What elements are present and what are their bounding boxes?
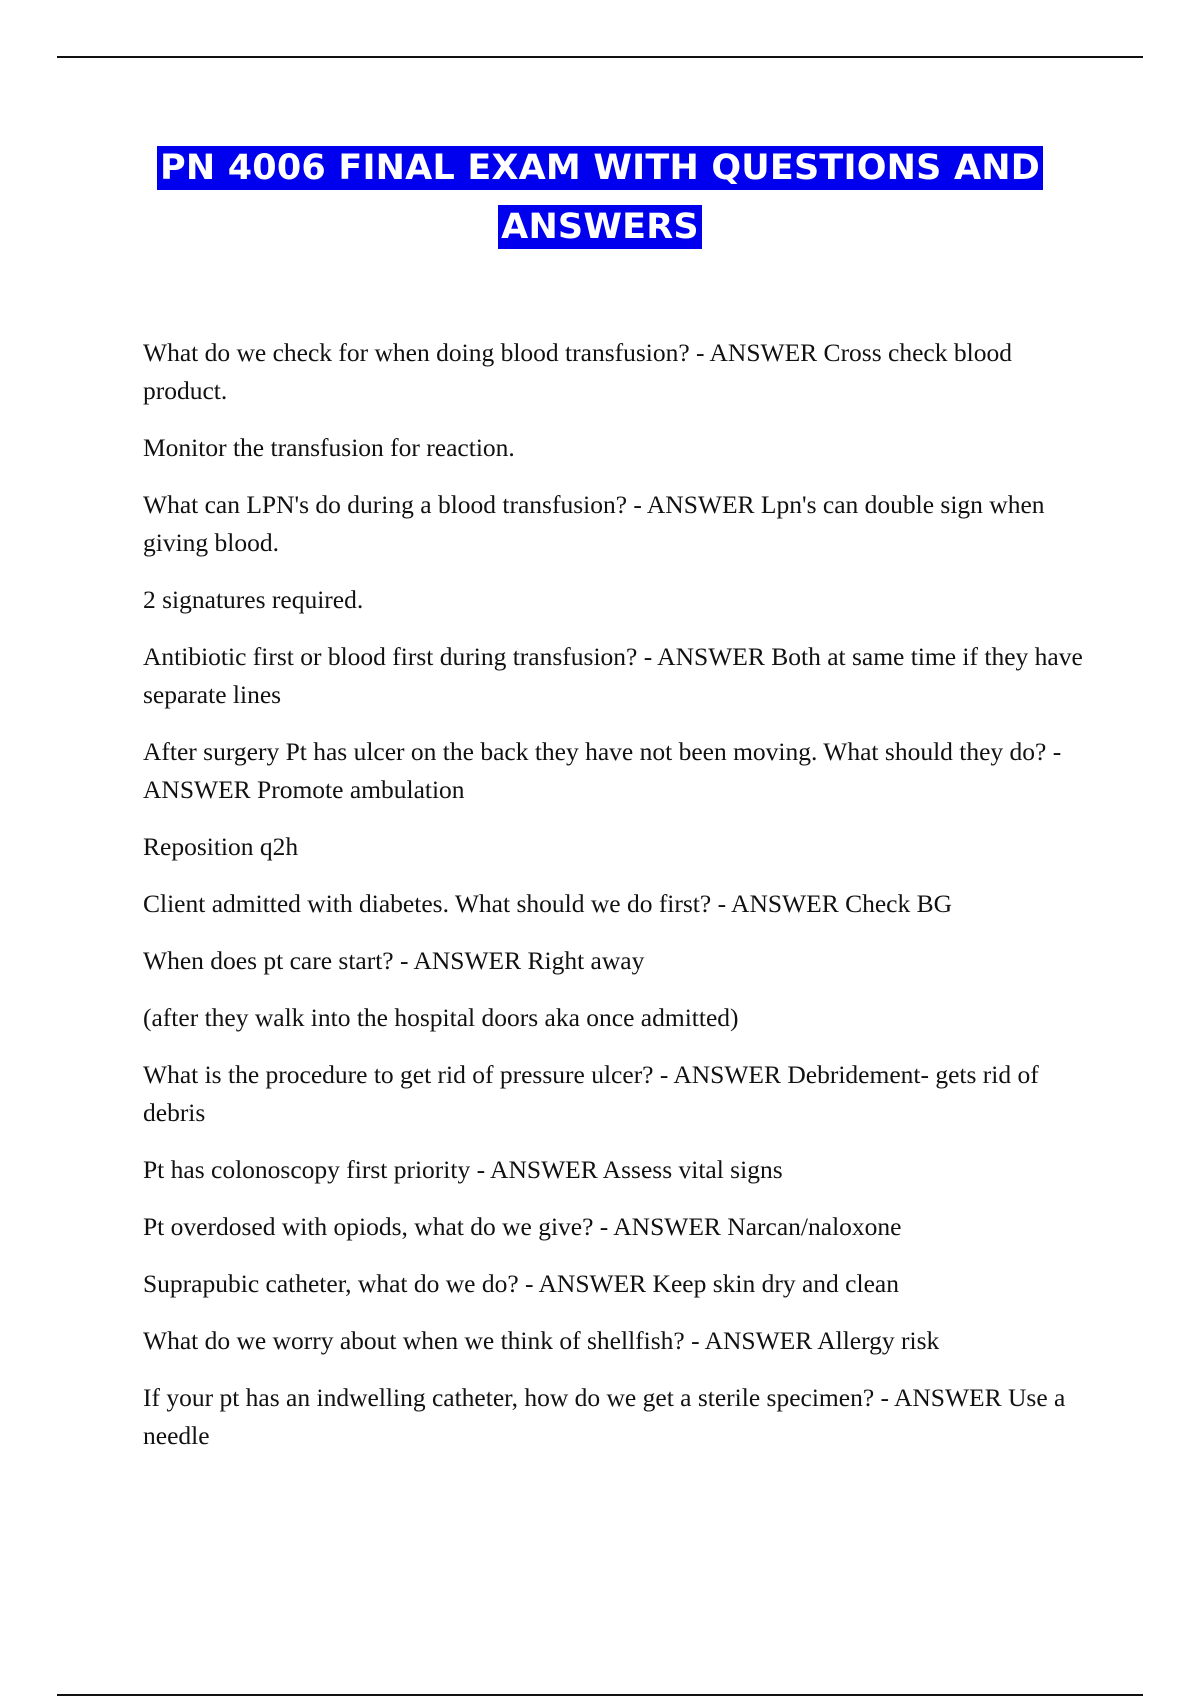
paragraph: What is the procedure to get rid of pressure ulcer? - ANSWER Debridement- gets rid of debris <box>143 1060 1039 1127</box>
paragraph: Pt has colonoscopy first priority - ANSWER Assess vital signs <box>143 1155 783 1184</box>
paragraph: Reposition q2h <box>143 832 299 861</box>
paragraph: What do we worry about when we think of shellfish? - ANSWER Allergy risk <box>143 1326 940 1355</box>
bottom-rule <box>57 1694 1143 1696</box>
document-title <box>140 139 1060 257</box>
paragraph: 2 signatures required. <box>143 585 364 614</box>
paragraph: Suprapubic catheter, what do we do? - ANSWER Keep skin dry and clean <box>143 1269 899 1298</box>
paragraph: Monitor the transfusion for reaction. <box>143 433 515 462</box>
top-rule <box>57 56 1143 58</box>
paragraph: When does pt care start? - ANSWER Right away <box>143 946 645 975</box>
paragraph: If your pt has an indwelling catheter, how do we get a sterile specimen? - ANSWER Use a needle <box>143 1383 1066 1450</box>
paragraph: (after they walk into the hospital doors aka once admitted) <box>143 1003 739 1032</box>
paragraph: What can LPN's do during a blood transfusion? - ANSWER Lpn's can double sign when giving blood. <box>143 490 1045 557</box>
paragraph: Antibiotic first or blood first during transfusion? - ANSWER Both at same time if they have separate lines <box>143 642 1083 709</box>
qa-body <box>143 334 1083 1474</box>
paragraph: Pt overdosed with opiods, what do we give? - ANSWER Narcan/naloxone <box>143 1212 902 1241</box>
paragraph: Client admitted with diabetes. What should we do first? - ANSWER Check BG <box>143 889 953 918</box>
document-title-text: PN 4006 FINAL EXAM WITH QUESTIONS AND ANSWERS <box>157 146 1043 249</box>
paragraph: What do we check for when doing blood transfusion? - ANSWER Cross check blood product. <box>143 338 1012 405</box>
paragraph: After surgery Pt has ulcer on the back they have not been moving. What should they do? - ANSWER Promote ambulation <box>143 737 1062 804</box>
